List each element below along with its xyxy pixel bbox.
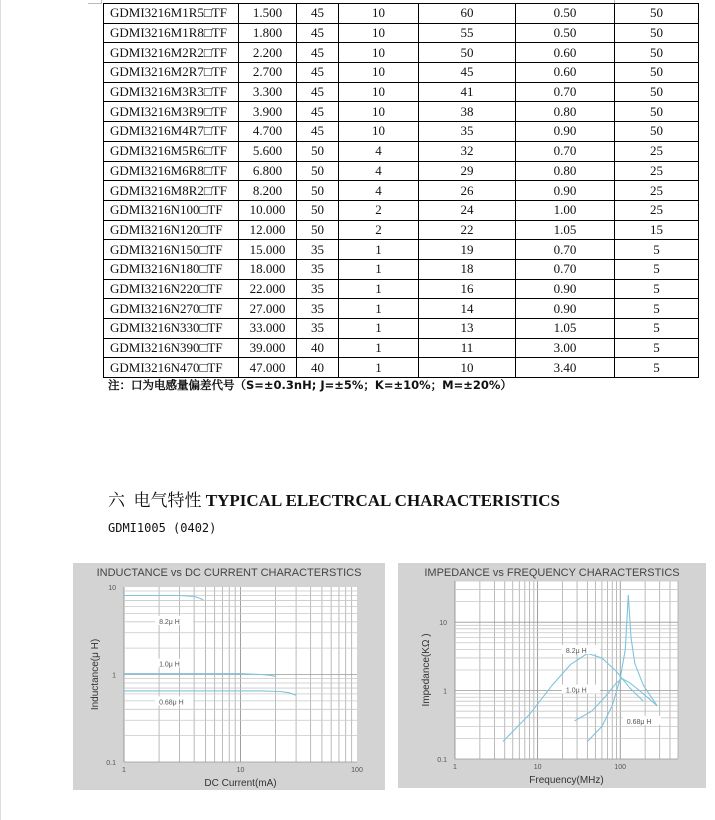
table-cell: 18.000 [239, 259, 297, 279]
table-cell: 24 [419, 200, 516, 220]
y-axis-label: Impedance(KΩ ) [421, 633, 432, 707]
part-number-cell: GDMI3216M4R7□TF [104, 122, 239, 142]
part-number-cell: GDMI3216M5R6□TF [104, 141, 239, 161]
table-cell: 25 [615, 141, 699, 161]
table-cell: 35 [419, 122, 516, 142]
table-cell: 2 [339, 220, 419, 240]
table-cell: 0.90 [516, 181, 615, 201]
table-row [104, 82, 699, 102]
part-number-cell: GDMI3216N150□TF [104, 240, 239, 260]
table-cell: 0.60 [516, 63, 615, 83]
table-cell: 10 [339, 122, 419, 142]
part-number-cell: GDMI3216N100□TF [104, 200, 239, 220]
part-number-cell: GDMI3216M2R7□TF [104, 63, 239, 83]
tolerance-note: 注：口为电感量偏差代号（S=±0.3nH; J=±5%；K=±10%；M=±20%） [108, 378, 512, 392]
table-row [104, 181, 699, 201]
table-cell: 35 [297, 299, 339, 319]
part-number-cell: GDMI3216M8R2□TF [104, 181, 239, 201]
part-subtitle: GDMI1005 (0402) [108, 521, 217, 535]
table-cell: 4 [339, 161, 419, 181]
table-cell: 19 [419, 240, 516, 260]
table-cell: 60 [419, 4, 516, 24]
section-title-cn: 电气特性 [133, 491, 202, 511]
table-cell: 3.300 [239, 82, 297, 102]
table-cell: 50 [419, 43, 516, 63]
table-cell: 10.000 [239, 200, 297, 220]
part-number-cell: GDMI3216N390□TF [104, 338, 239, 358]
table-cell: 0.70 [516, 259, 615, 279]
table-cell: 0.70 [516, 82, 615, 102]
table-cell: 15.000 [239, 240, 297, 260]
table-cell: 1.00 [516, 200, 615, 220]
x-tick-label: 1 [453, 764, 457, 771]
series-label: 1.0μ H [565, 687, 587, 695]
chart-title: IMPEDANCE vs FREQUENCY CHARACTERSTICS [424, 567, 680, 579]
impedance-chart-svg [398, 563, 706, 788]
y-axis-label: Inductance(μ H) [90, 638, 101, 711]
impedance-chart [398, 563, 706, 788]
y-tick-label: 0.1 [106, 760, 116, 767]
table-cell: 38 [419, 102, 516, 122]
y-tick-label: 1 [112, 672, 116, 680]
table-cell: 50 [615, 102, 699, 122]
table-cell: 10 [339, 82, 419, 102]
table-cell: 18 [419, 259, 516, 279]
table-cell: 3.900 [239, 102, 297, 122]
table-cell: 50 [615, 122, 699, 142]
section-number: 六 [108, 491, 125, 511]
table-cell: 10 [339, 43, 419, 63]
table-cell: 39.000 [239, 338, 297, 358]
y-tick-label: 1 [443, 688, 447, 696]
table-cell: 55 [419, 23, 516, 43]
table-cell: 3.00 [516, 338, 615, 358]
x-tick-label: 10 [533, 764, 542, 771]
table-cell: 45 [297, 43, 339, 63]
table-cell: 25 [615, 200, 699, 220]
table-cell: 50 [615, 43, 699, 63]
table-cell: 1 [339, 259, 419, 279]
table-cell: 5.600 [239, 141, 297, 161]
table-cell: 6.800 [239, 161, 297, 181]
table-cell: 35 [297, 240, 339, 260]
table-cell: 4 [339, 181, 419, 201]
section-title-en: TYPICAL ELECTRCAL CHARACTERISTICS [205, 491, 561, 510]
part-number-cell: GDMI3216N470□TF [104, 358, 239, 378]
table-cell: 10 [339, 102, 419, 122]
table-row [104, 299, 699, 319]
table-cell: 45 [297, 102, 339, 122]
table-row [104, 319, 699, 339]
table-row [104, 4, 699, 24]
table-cell: 10 [419, 358, 516, 378]
table-cell: 14 [419, 299, 516, 319]
table-cell: 50 [297, 200, 339, 220]
table-cell: 50 [615, 63, 699, 83]
table-cell: 8.200 [239, 181, 297, 201]
table-cell: 45 [419, 63, 516, 83]
table-row [104, 102, 699, 122]
table-cell: 1.800 [239, 23, 297, 43]
table-row [104, 338, 699, 358]
table-cell: 22.000 [239, 279, 297, 299]
y-tick-label: 0.1 [437, 757, 447, 764]
margin-mark [88, 0, 102, 4]
table-cell: 22 [419, 220, 516, 240]
table-cell: 25 [615, 161, 699, 181]
table-cell: 5 [615, 299, 699, 319]
table-cell: 2.700 [239, 63, 297, 83]
table-cell: 2.200 [239, 43, 297, 63]
table-cell: 1.05 [516, 319, 615, 339]
x-axis-label: Frequency(MHz) [529, 775, 604, 786]
table-cell: 5 [615, 279, 699, 299]
x-tick-label: 10 [236, 767, 245, 774]
part-number-cell: GDMI3216M6R8□TF [104, 161, 239, 181]
series-label: 8.2μ H [159, 618, 180, 626]
table-cell: 0.90 [516, 299, 615, 319]
table-cell: 0.50 [516, 23, 615, 43]
table-cell: 1.05 [516, 220, 615, 240]
chart-title: INDUCTANCE vs DC CURRENT CHARACTERSTICS [96, 567, 362, 579]
part-number-cell: GDMI3216N220□TF [104, 279, 239, 299]
table-cell: 0.90 [516, 279, 615, 299]
table-cell: 0.90 [516, 122, 615, 142]
table-row [104, 43, 699, 63]
margin-mark [101, 0, 102, 4]
table-cell: 15 [615, 220, 699, 240]
table-cell: 45 [297, 23, 339, 43]
table-cell: 0.60 [516, 43, 615, 63]
table-cell: 11 [419, 338, 516, 358]
table-cell: 26 [419, 181, 516, 201]
table-cell: 0.70 [516, 141, 615, 161]
y-tick-label: 10 [108, 585, 116, 592]
table-cell: 10 [339, 4, 419, 24]
table-row [104, 200, 699, 220]
spec-table [103, 3, 699, 378]
table-cell: 10 [339, 23, 419, 43]
x-tick-label: 100 [351, 767, 363, 774]
table-row [104, 23, 699, 43]
table-cell: 35 [297, 279, 339, 299]
table-cell: 47.000 [239, 358, 297, 378]
table-cell: 50 [297, 141, 339, 161]
part-number-cell: GDMI3216N120□TF [104, 220, 239, 240]
table-cell: 45 [297, 4, 339, 24]
table-cell: 29 [419, 161, 516, 181]
table-cell: 16 [419, 279, 516, 299]
table-cell: 5 [615, 259, 699, 279]
inductance-chart-svg [73, 563, 385, 790]
table-cell: 10 [339, 63, 419, 83]
table-cell: 45 [297, 122, 339, 142]
table-cell: 35 [297, 319, 339, 339]
table-cell: 1 [339, 319, 419, 339]
table-cell: 0.80 [516, 102, 615, 122]
table-row [104, 240, 699, 260]
table-cell: 0.80 [516, 161, 615, 181]
table-cell: 25 [615, 181, 699, 201]
table-cell: 33.000 [239, 319, 297, 339]
table-cell: 1 [339, 279, 419, 299]
table-cell: 50 [615, 4, 699, 24]
table-cell: 1 [339, 338, 419, 358]
table-cell: 40 [297, 338, 339, 358]
y-tick-label: 10 [439, 620, 447, 628]
table-row [104, 279, 699, 299]
table-cell: 13 [419, 319, 516, 339]
table-cell: 40 [297, 358, 339, 378]
table-row [104, 122, 699, 142]
table-cell: 50 [297, 181, 339, 201]
table-cell: 5 [615, 240, 699, 260]
table-row [104, 141, 699, 161]
table-cell: 50 [297, 161, 339, 181]
table-cell: 4.700 [239, 122, 297, 142]
table-cell: 41 [419, 82, 516, 102]
inductance-chart [73, 563, 385, 790]
table-row [104, 63, 699, 83]
table-cell: 12.000 [239, 220, 297, 240]
table-row [104, 220, 699, 240]
table-cell: 5 [615, 319, 699, 339]
part-number-cell: GDMI3216M1R5□TF [104, 4, 239, 24]
table-row [104, 358, 699, 378]
part-number-cell: GDMI3216N330□TF [104, 319, 239, 339]
section-title [108, 486, 560, 511]
table-row [104, 161, 699, 181]
table-cell: 1 [339, 358, 419, 378]
x-axis-label: DC Current(mA) [204, 778, 277, 789]
table-cell: 50 [297, 220, 339, 240]
table-cell: 50 [615, 23, 699, 43]
series-label: 0.68μ H [626, 718, 652, 726]
part-number-cell: GDMI3216N180□TF [104, 259, 239, 279]
table-cell: 27.000 [239, 299, 297, 319]
part-number-cell: GDMI3216M3R3□TF [104, 82, 239, 102]
table-cell: 1 [339, 240, 419, 260]
series-label: 1.0μ H [159, 661, 180, 669]
series-label: 8.2μ H [565, 647, 587, 655]
table-cell: 45 [297, 82, 339, 102]
table-cell: 5 [615, 358, 699, 378]
table-row [104, 259, 699, 279]
table-cell: 4 [339, 141, 419, 161]
series-label: 0.68μ H [159, 699, 184, 707]
table-cell: 3.40 [516, 358, 615, 378]
table-cell: 35 [297, 259, 339, 279]
table-cell: 1.500 [239, 4, 297, 24]
page-edge [0, 0, 1, 820]
table-cell: 45 [297, 63, 339, 83]
part-number-cell: GDMI3216N270□TF [104, 299, 239, 319]
table-cell: 32 [419, 141, 516, 161]
table-cell: 50 [615, 82, 699, 102]
x-tick-label: 1 [122, 767, 126, 774]
table-cell: 1 [339, 299, 419, 319]
part-number-cell: GDMI3216M1R8□TF [104, 23, 239, 43]
table-cell: 0.50 [516, 4, 615, 24]
table-cell: 5 [615, 338, 699, 358]
table-cell: 0.70 [516, 240, 615, 260]
table-cell: 2 [339, 200, 419, 220]
part-number-cell: GDMI3216M2R2□TF [104, 43, 239, 63]
part-number-cell: GDMI3216M3R9□TF [104, 102, 239, 122]
x-tick-label: 100 [614, 764, 627, 771]
